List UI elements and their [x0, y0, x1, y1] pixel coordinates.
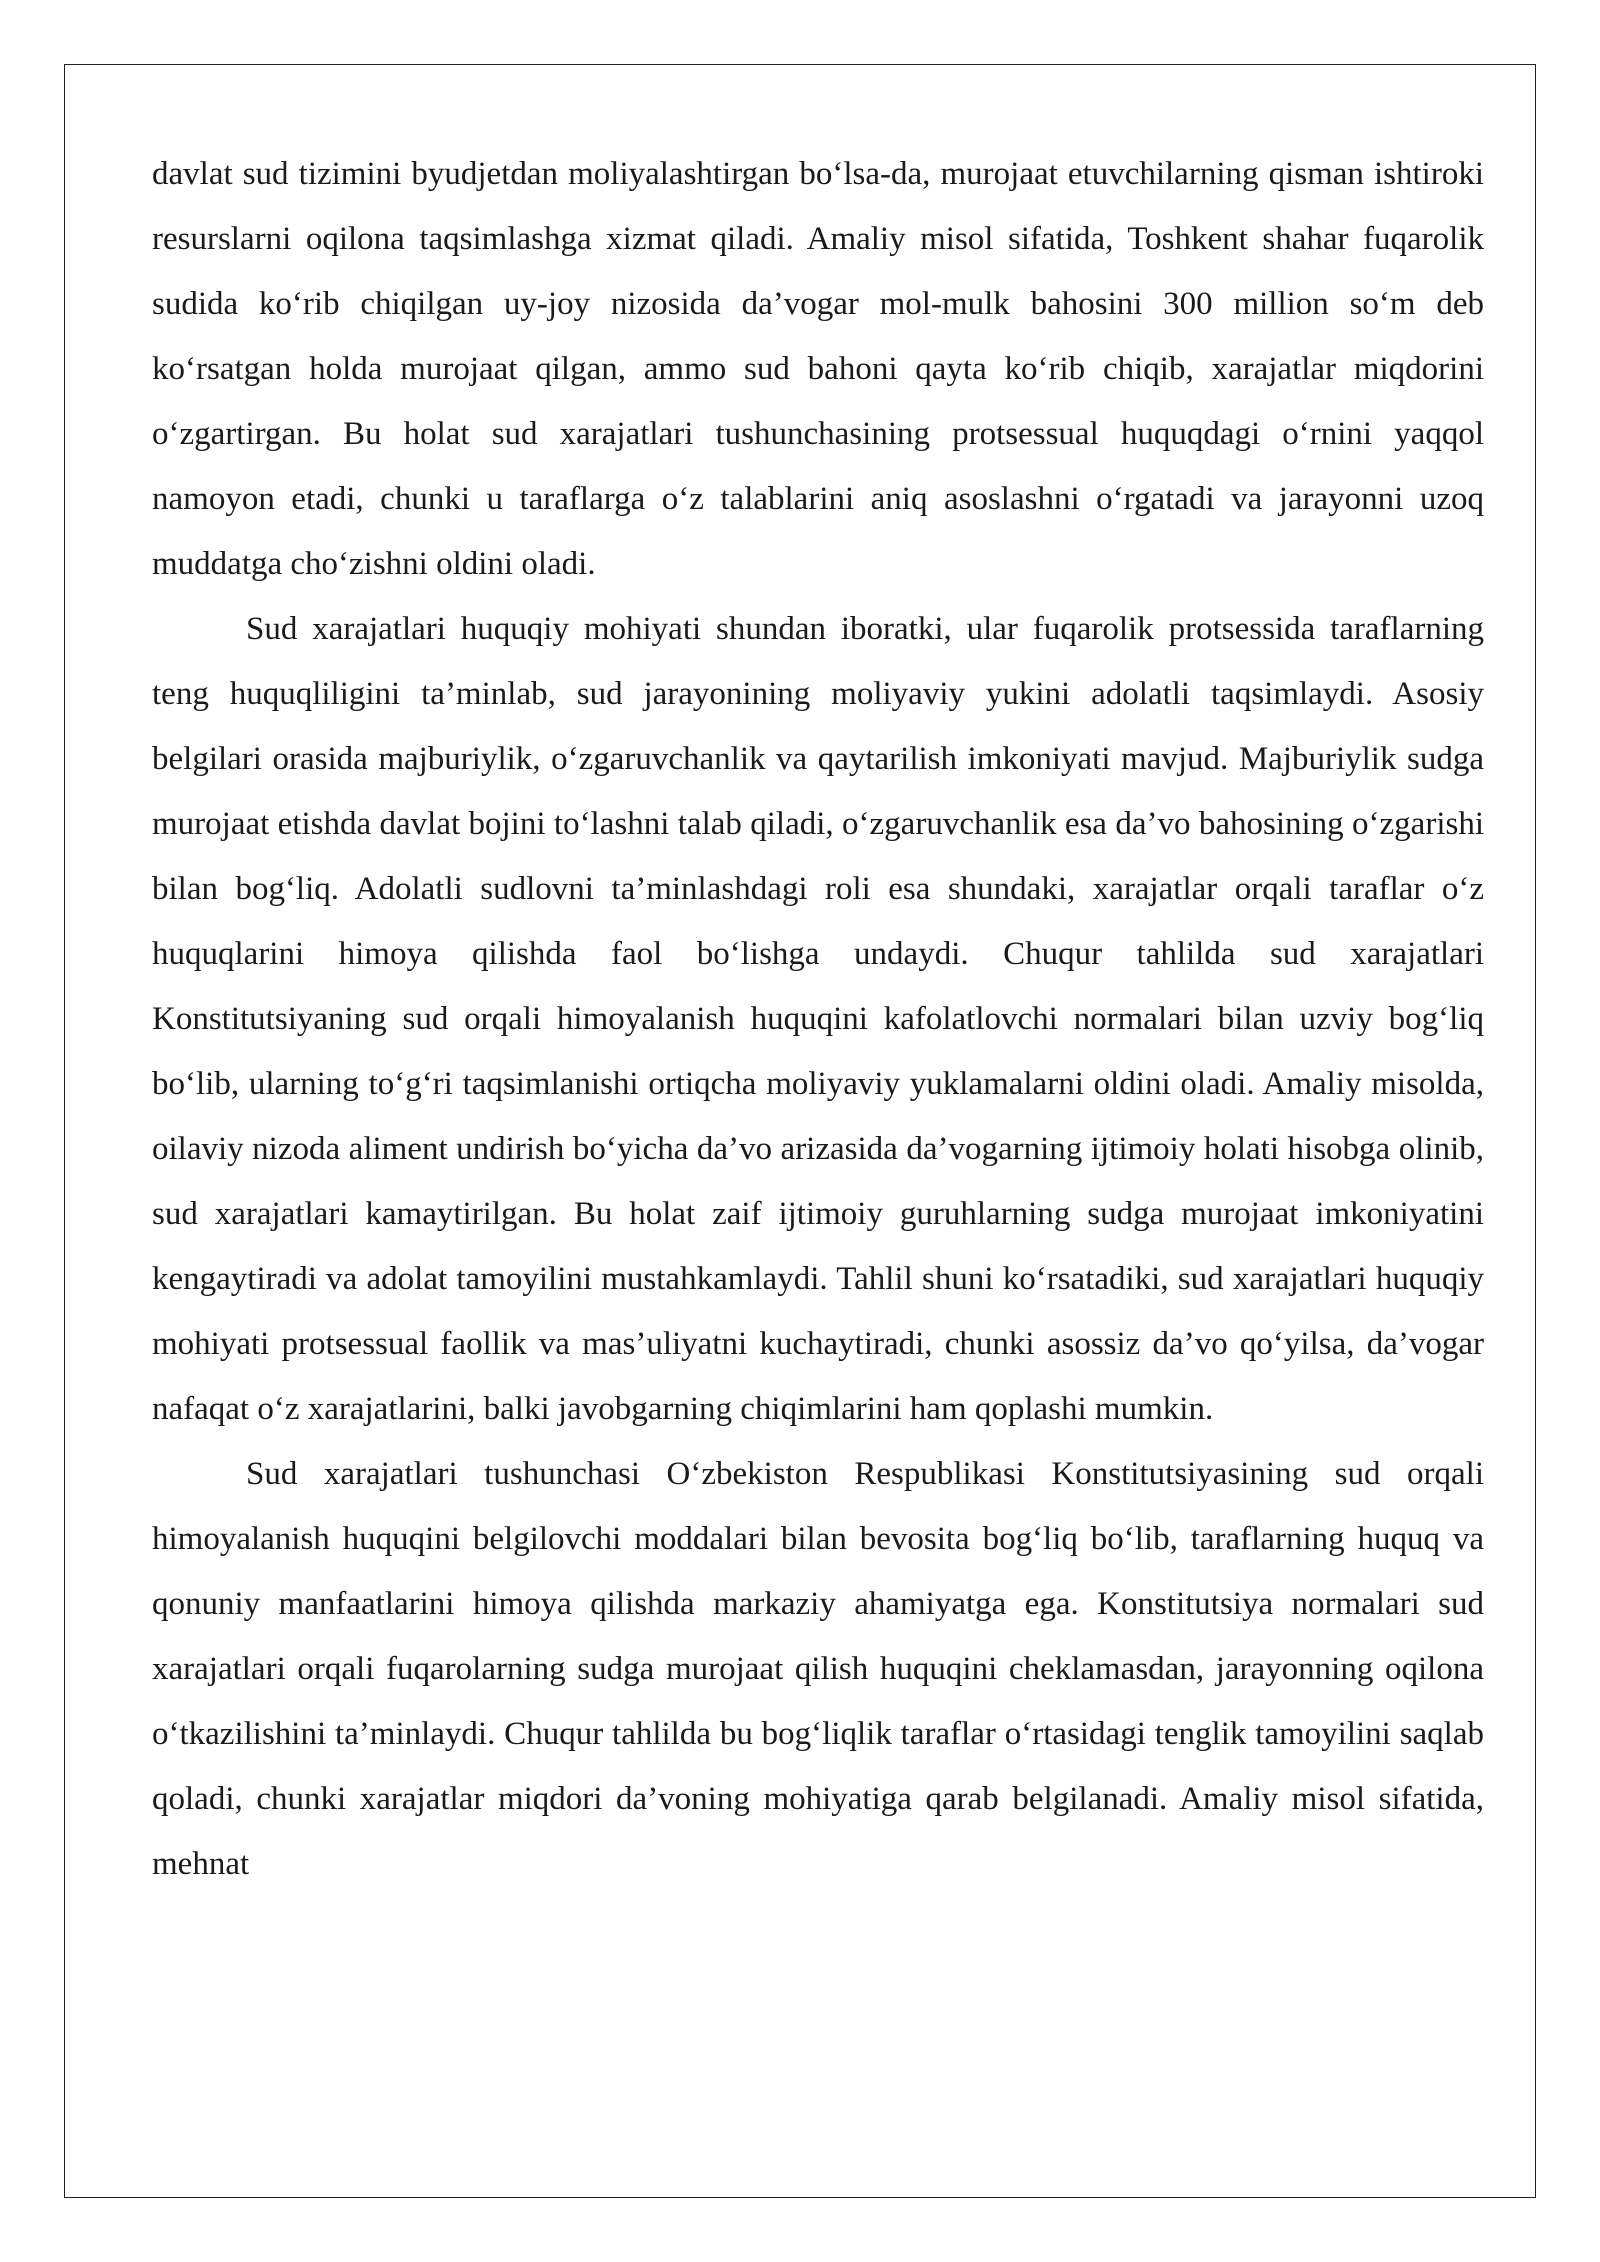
paragraph: davlat sud tizimini byudjetdan moliyalashtirgan bo‘lsa-da, murojaat etuvchilarning qisman ishtiroki resurslarni oqilona taqsimlashga xizmat qiladi. Amaliy misol sifatida, Toshkent shahar fuqarolik sudida ko‘rib chiqilgan uy-joy nizosida da’vogar mol-mulk bahosini 300 million so‘m deb ko‘rsatgan holda murojaat qilgan, ammo sud bahoni qayta ko‘rib chiqib, xarajatlar miqdorini o‘zgartirgan. Bu holat sud xarajatlari tushunchasining protsessual huquqdagi o‘rnini yaqqol namoyon etadi, chunki u taraflarga o‘z talablarini aniq asoslashni o‘rgatadi va jarayonni uzoq muddatga cho‘zishni oldini oladi.	[152, 156, 1484, 582]
paragraph: Sud xarajatlari huquqiy mohiyati shundan iboratki, ular fuqarolik protsessida taraflarning teng huquqliligini ta’minlab, sud jarayonining moliyaviy yukini adolatli taqsimlaydi. Asosiy belgilari orasida majburiylik, o‘zgaruvchanlik va qaytarilish imkoniyati mavjud. Majburiylik sudga murojaat etishda davlat bojini to‘lashni talab qiladi, o‘zgaruvchanlik esa da’vo bahosining o‘zgarishi bilan bog‘liq. Adolatli sudlovni ta’minlashdagi roli esa shundaki, xarajatlar orqali taraflar o‘z huquqlarini himoya qilishda faol bo‘lishga undaydi. Chuqur tahlilda sud xarajatlari Konstitutsiyaning sud orqali himoyalanish huquqini kafolatlovchi normalari bilan uzviy bog‘liq bo‘lib, ularning to‘g‘ri taqsimlanishi ortiqcha moliyaviy yuklamalarni oldini oladi. Amaliy misolda, oilaviy nizoda aliment undirish bo‘yicha da’vo arizasida da’vogarning ijtimoiy holati hisobga olinib, sud xarajatlari kamaytirilgan. Bu holat zaif ijtimoiy guruhlarning sudga murojaat imkoniyatini kengaytiradi va adolat tamoyilini mustahkamlaydi. Tahlil shuni ko‘rsatadiki, sud xarajatlari huquqiy mohiyati protsessual faollik va mas’uliyatni kuchaytiradi, chunki asossiz da’vo qo‘yilsa, da’vogar nafaqat o‘z xarajatlarini, balki javobgarning chiqimlarini ham qoplashi mumkin.	[152, 611, 1484, 1427]
document-body	[152, 142, 1484, 1897]
paragraph: Sud xarajatlari tushunchasi O‘zbekiston Respublikasi Konstitutsiyasining sud orqali himoyalanish huquqini belgilovchi moddalari bilan bevosita bog‘liq bo‘lib, taraflarning huquq va qonuniy manfaatlarini himoya qilishda markaziy ahamiyatga ega. Konstitutsiya normalari sud xarajatlari orqali fuqarolarning sudga murojaat qilish huquqini cheklamasdan, jarayonning oqilona o‘tkazilishini ta’minlaydi. Chuqur tahlilda bu bog‘liqlik taraflar o‘rtasidagi tenglik tamoyilini saqlab qoladi, chunki xarajatlar miqdori da’voning mohiyatiga qarab belgilanadi. Amaliy misol sifatida, mehnat	[152, 1456, 1484, 1882]
